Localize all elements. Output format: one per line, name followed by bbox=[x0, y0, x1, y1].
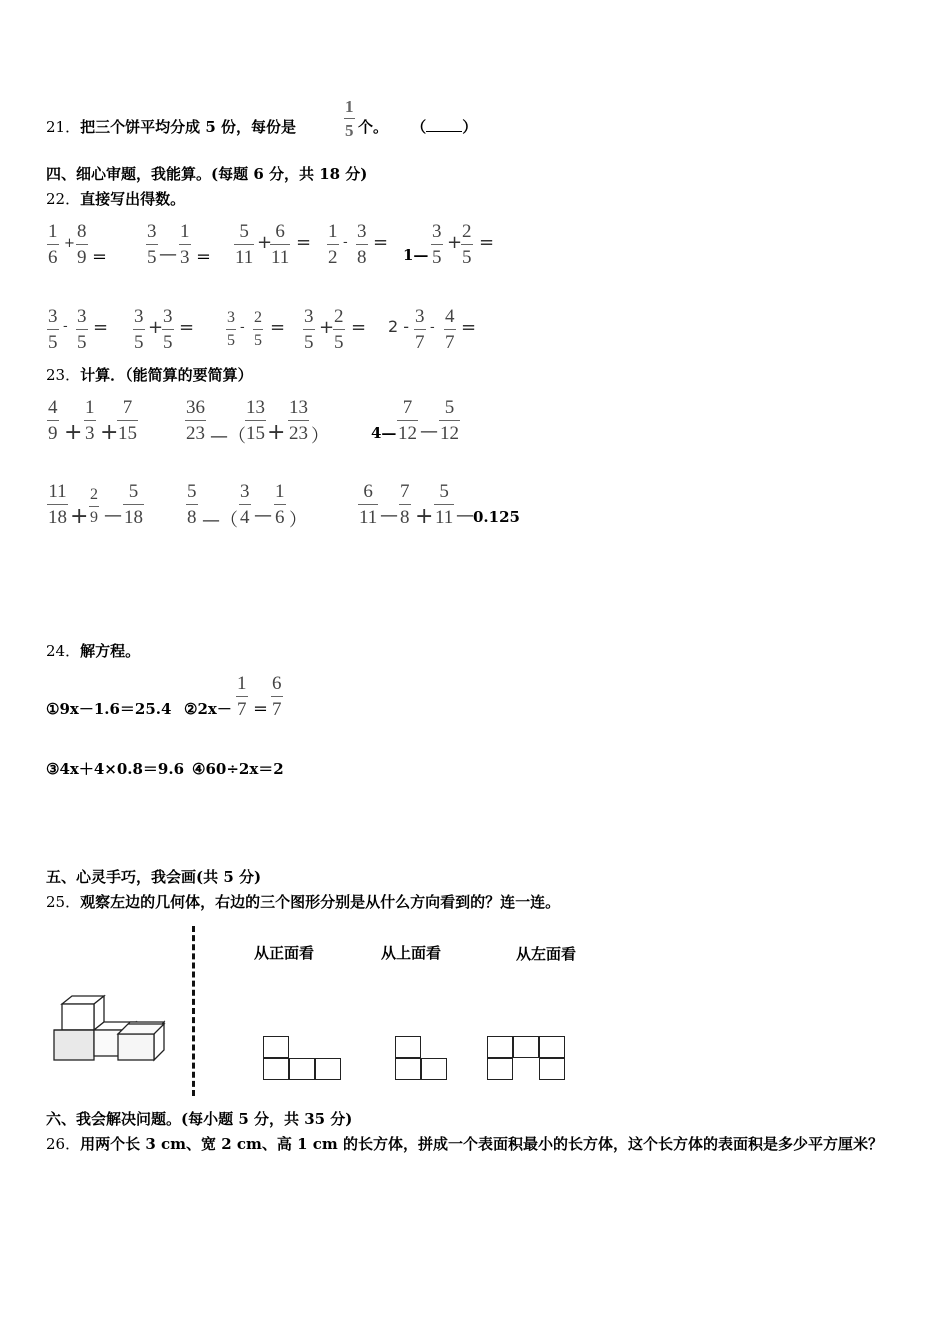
operator: 1— bbox=[403, 246, 429, 264]
fraction: $\frac{6}{11}$ bbox=[271, 221, 290, 268]
grid-cell bbox=[487, 1036, 513, 1058]
grid-cell bbox=[421, 1058, 447, 1080]
operator: + bbox=[148, 317, 164, 338]
operator: + bbox=[64, 420, 83, 445]
operator: = bbox=[373, 232, 389, 253]
fraction: $\frac{3}{5}$ bbox=[147, 221, 157, 268]
operator: — bbox=[159, 244, 177, 265]
fraction: $\frac{3}{5}$ bbox=[48, 306, 58, 353]
grid-cell bbox=[263, 1058, 289, 1080]
fraction: $\frac{4}{9}$ bbox=[48, 397, 58, 444]
operator: + bbox=[70, 504, 89, 529]
operator: - bbox=[343, 235, 348, 250]
fraction: $\frac{1}{3}$ bbox=[85, 397, 95, 444]
fraction: $\frac{3}{5}$ bbox=[304, 306, 314, 353]
operator: —（ bbox=[210, 426, 246, 447]
operator: —（ bbox=[202, 510, 238, 531]
operator: + bbox=[267, 420, 286, 445]
operator: = bbox=[179, 317, 195, 338]
operator: — bbox=[420, 421, 438, 442]
question-24-heading: 24．解方程。 bbox=[46, 642, 141, 660]
fraction: $\frac{2}{5}$ bbox=[254, 309, 262, 349]
fraction: $\frac{6}{11}$ bbox=[359, 481, 378, 528]
grid-cell bbox=[289, 1058, 315, 1080]
question-number: 22． bbox=[46, 190, 81, 208]
view-label-front: 从正面看 bbox=[254, 944, 315, 962]
question-number: 21． bbox=[46, 118, 81, 136]
answer-blank[interactable] bbox=[426, 117, 462, 132]
fraction: $\frac{3}{8}$ bbox=[357, 221, 367, 268]
fraction: $\frac{1}{7}$ bbox=[237, 673, 247, 720]
grid-cell bbox=[539, 1058, 565, 1080]
fraction: $\frac{3}{5}$ bbox=[77, 306, 87, 353]
fraction: $\frac{6}{7}$ bbox=[272, 673, 282, 720]
fraction: $\frac{3}{5}$ bbox=[134, 306, 144, 353]
fraction: $\frac{5}{11}$ bbox=[235, 221, 254, 268]
grid-cell bbox=[395, 1058, 421, 1080]
question-number: 23． bbox=[46, 366, 81, 384]
equation-2: ②2x－ bbox=[184, 700, 232, 718]
grid-cell bbox=[513, 1036, 539, 1058]
question-number: 24． bbox=[46, 642, 81, 660]
grid-cell bbox=[263, 1036, 289, 1058]
grid-cell bbox=[539, 1036, 565, 1058]
divider-dashed-line bbox=[192, 926, 195, 1096]
operator: 4— bbox=[371, 424, 397, 442]
fraction: $\frac{11}{18}$ bbox=[48, 481, 67, 528]
fraction: $\frac{3}{7}$ bbox=[415, 306, 425, 353]
grid-cell bbox=[487, 1058, 513, 1080]
operator: = bbox=[296, 232, 312, 253]
fraction: $\frac{3}{5}$ bbox=[432, 221, 442, 268]
operator: = bbox=[270, 317, 286, 338]
question-number: 26． bbox=[46, 1135, 81, 1153]
fraction: $\frac{1}{3}$ bbox=[180, 221, 190, 268]
fraction: $\frac{13}{23}$ bbox=[289, 397, 308, 444]
operator: ） bbox=[289, 510, 307, 531]
question-23-heading: 23．计算．（能简算的要简算） bbox=[46, 366, 253, 384]
operator: = bbox=[479, 232, 495, 253]
decimal-value: 0.125 bbox=[473, 508, 520, 526]
fraction: $\frac{2}{9}$ bbox=[90, 486, 98, 526]
operator: = bbox=[461, 317, 477, 338]
operator: - bbox=[63, 319, 68, 334]
operator: — bbox=[254, 505, 272, 526]
view-label-top: 从上面看 bbox=[381, 944, 442, 962]
fraction: $\frac{1}{6}$ bbox=[275, 481, 285, 528]
question-26: 26．用两个长 3 cm、宽 2 cm、高 1 cm 的长方体，拼成一个表面积最小的长方体，这个长方体的表面积是多少平方厘米？ bbox=[46, 1135, 883, 1153]
fraction: $\frac{5}{11}$ bbox=[435, 481, 454, 528]
operator: — bbox=[104, 505, 122, 526]
operator: 2 - bbox=[388, 317, 410, 336]
question-number: 25． bbox=[46, 893, 81, 911]
operator: — bbox=[456, 505, 474, 526]
fraction: $\frac{5}{18}$ bbox=[124, 481, 143, 528]
operator: + bbox=[64, 236, 75, 251]
fraction: $\frac{3}{5}$ bbox=[163, 306, 173, 353]
fraction: $\frac{7}{8}$ bbox=[400, 481, 410, 528]
equation-3: ③4x＋4×0.8＝9.6 bbox=[46, 760, 185, 778]
fraction: $\frac{3}{4}$ bbox=[240, 481, 250, 528]
operator: + bbox=[257, 232, 273, 253]
cube-solid-figure bbox=[46, 994, 170, 1066]
operator: ＝ bbox=[253, 700, 269, 718]
fraction: $\frac{2}{5}$ bbox=[334, 306, 344, 353]
operator: ） bbox=[311, 426, 329, 447]
section-6-heading: 六、我会解决问题。(每小题 5 分，共 35 分) bbox=[46, 1110, 353, 1128]
fraction: $\frac{4}{7}$ bbox=[445, 306, 455, 353]
section-4-heading: 四、细心审题，我能算。(每题 6 分，共 18 分) bbox=[46, 165, 368, 183]
fraction: $\frac{5}{8}$ bbox=[187, 481, 197, 528]
equation-4: ④60÷2x＝2 bbox=[192, 760, 284, 778]
question-25: 25．观察左边的几何体，右边的三个图形分别是从什么方向看到的？连一连。 bbox=[46, 893, 561, 911]
operator: ＝ bbox=[196, 248, 212, 266]
fraction: $\frac{8}{9}$ bbox=[77, 221, 87, 268]
grid-cell bbox=[315, 1058, 341, 1080]
fraction: $\frac{3}{5}$ bbox=[227, 309, 235, 349]
operator: - bbox=[240, 320, 245, 335]
operator: = bbox=[93, 317, 109, 338]
section-5-heading: 五、心灵手巧，我会画(共 5 分) bbox=[46, 868, 262, 886]
fraction: $\frac{5}{12}$ bbox=[440, 397, 459, 444]
operator: = bbox=[351, 317, 367, 338]
view-label-left: 从左面看 bbox=[516, 945, 577, 963]
question-21 bbox=[46, 116, 296, 137]
operator: + bbox=[415, 504, 434, 529]
question-21-end: 个。 （ ） bbox=[358, 118, 478, 136]
fraction: $\frac{1}{2}$ bbox=[328, 221, 338, 268]
grid-cell bbox=[395, 1036, 421, 1058]
question-text: 把三个饼平均分成 5 份，每份是 bbox=[80, 118, 296, 136]
operator: + bbox=[319, 317, 335, 338]
fraction: $\frac{7}{12}$ bbox=[398, 397, 417, 444]
fraction: $\frac{1}{6}$ bbox=[48, 221, 58, 268]
fraction: $\frac{2}{5}$ bbox=[462, 221, 472, 268]
equation-1: ①9x－1.6＝25.4 bbox=[46, 700, 172, 718]
fraction: $\frac{1}{5}$ bbox=[345, 97, 354, 140]
fraction: $\frac{13}{15}$ bbox=[246, 397, 265, 444]
operator: - bbox=[430, 320, 435, 335]
operator: + bbox=[447, 232, 463, 253]
question-22-heading: 22．直接写出得数。 bbox=[46, 190, 186, 208]
fraction: $\frac{36}{23}$ bbox=[186, 397, 205, 444]
operator: — bbox=[380, 505, 398, 526]
operator: + bbox=[100, 420, 119, 445]
operator: ＝ bbox=[92, 248, 108, 266]
fraction: $\frac{7}{15}$ bbox=[118, 397, 137, 444]
